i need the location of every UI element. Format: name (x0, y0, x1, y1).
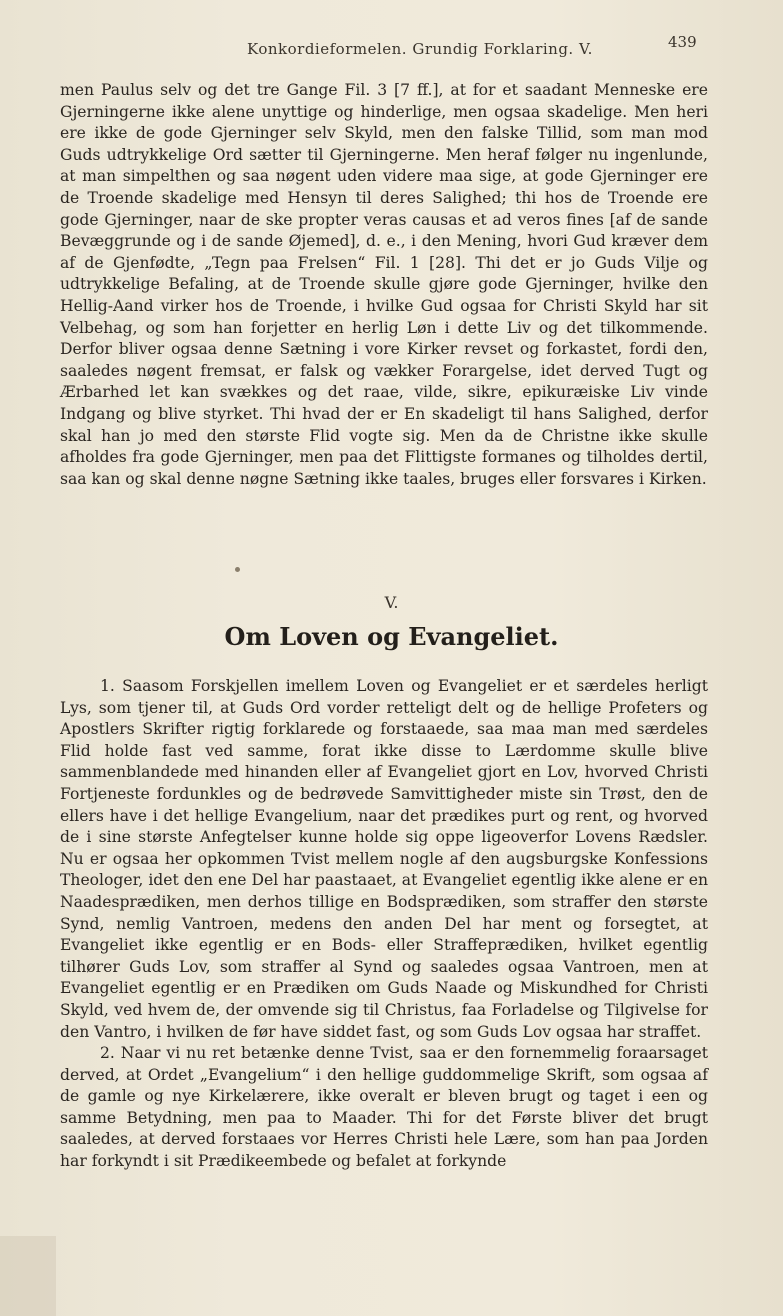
paragraph-1: 1. Saasom Forskjellen imellem Loven og Evangeliet er et særdeles herligt Lys, som tjener til, at Guds Ord vorder retteligt delt og de hellige Profeters og Apostlers Skrifter rigtig forklarede og forstaaede, saa maa man med særdeles Flid holde fast ved samme, forat ikke disse to Lærdomme skulle blive sammenblandede med hinanden eller af Evangeliet gjort en Lov, hvorved Christi Fortjeneste fordunkles og de bedrøvede Samvittigheder miste sin Trøst, den de ellers have i det hellige Evangelium, naar det prædikes purt og rent, og hvorved de i sine største Anfegtelser kunne holde sig oppe ligeoverfor Lovens Rædsler. Nu er ogsaa her opkommen Tvist mellem nogle af den augsburgske Konfessions Theologer, idet den ene Del har paastaaet, at Evangeliet egentlig ikke alene er en Naadesprædiken, men derhos tillige en Bodsprædiken, som straffer den største Synd, nemlig Vantroen, medens den anden Del har ment og forsegtet, at Evangeliet ikke egentlig er en Bods- eller Straffeprædiken, hvilket egentlig tilhører Guds Lov, som straffer al Synd og saaledes ogsaa Vantroen, men at Evangeliet egentlig er en Prædiken om Guds Naade og Miskundhed for Christi Skyld, ved hvem de, der omvende sig til Christus, faa Forladelse og Tilgivelse for den Vantro, i hvilken de før have siddet fast, og som Guds Lov ogsaa har straffet. (60, 677, 708, 1041)
paragraph-continued: men Paulus selv og det tre Gange Fil. 3 [7 ff.], at for et saadant Menneske ere Gjerningerne ikke alene unyttige og hinderlige, men ogsaa skadelige. Men heri ere ikke de gode Gjerninger selv Skyld, men den falske Tillid, som man mod Guds udtrykkelige Ord sætter til Gjerningerne. Men heraf følger nu ingenlunde, at man simpelthen og saa nøgent uden videre maa sige, at gode Gjerninger ere de Troende skadelige med Hensyn til deres Salighed; thi hos de Troende ere gode Gjerninger, naar de ske propter veras causas et ad veros fines [af de sande Bevæggrunde og i de sande Øjemed], d. e., i den Mening, hvori Gud kræver dem af de Gjenfødte, „Tegn paa Frelsen“ Fil. 1 [28]. Thi det er jo Guds Vilje og udtrykkelige Befaling, at de Troende skulle gjøre gode Gjerninger, hvilke den Hellig-Aand virker hos de Troende, i hvilke Gud ogsaa for Christi Skyld har sit Velbehag, og som han forjetter en herlig Løn i dette Liv og det tilkommende. Derfor bliver ogsaa denne Sætning i vore Kirker revset og forkastet, fordi den, saaledes nøgent fremsat, er falsk og vækker Forargelse, idet derved Tugt og Ærbarhed let kan svækkes og det raae, vilde, sikre, epikuræiske Liv vinde Indgang og blive styrket. Thi hvad der er En skadeligt til hans Salighed, derfor skal han jo med den største Flid vogte sig. Men da de Christne ikke skulle afholdes fra gode Gjerninger, men paa det Flittigste formanes og tilholdes dertil, saa kan og skal denne nøgne Sætning ikke taales, bruges eller forsvares i Kirken. (60, 81, 708, 488)
running-header: Konkordieformelen. Grundig Forklaring. V. (247, 40, 593, 58)
paragraph-2: 2. Naar vi nu ret betænke denne Tvist, saa er den fornemmelig foraarsaget derved, at Ordet „Evangelium“ i den hellige guddommelige Skrift, som ogsaa af de gamle og nye Kirkelærere, ikke overalt er bleven brugt og taget i een og samme Betydning, men paa to Maader. Thi for det Første bliver det brugt saaledes, at derved forstaaes vor Herres Christi hele Lære, som han paa Jorden har forkyndt i sit Prædikeembede og befalet at forkynde (60, 1044, 708, 1171)
text-block-top (60, 80, 708, 490)
page-edge-shadow (0, 1236, 56, 1316)
section-title: Om Loven og Evangeliet. (224, 622, 559, 651)
section-numeral: V. (384, 593, 399, 612)
page-number: 439 (668, 33, 697, 51)
text-block-bottom (60, 676, 708, 1173)
ink-dot (235, 567, 240, 572)
